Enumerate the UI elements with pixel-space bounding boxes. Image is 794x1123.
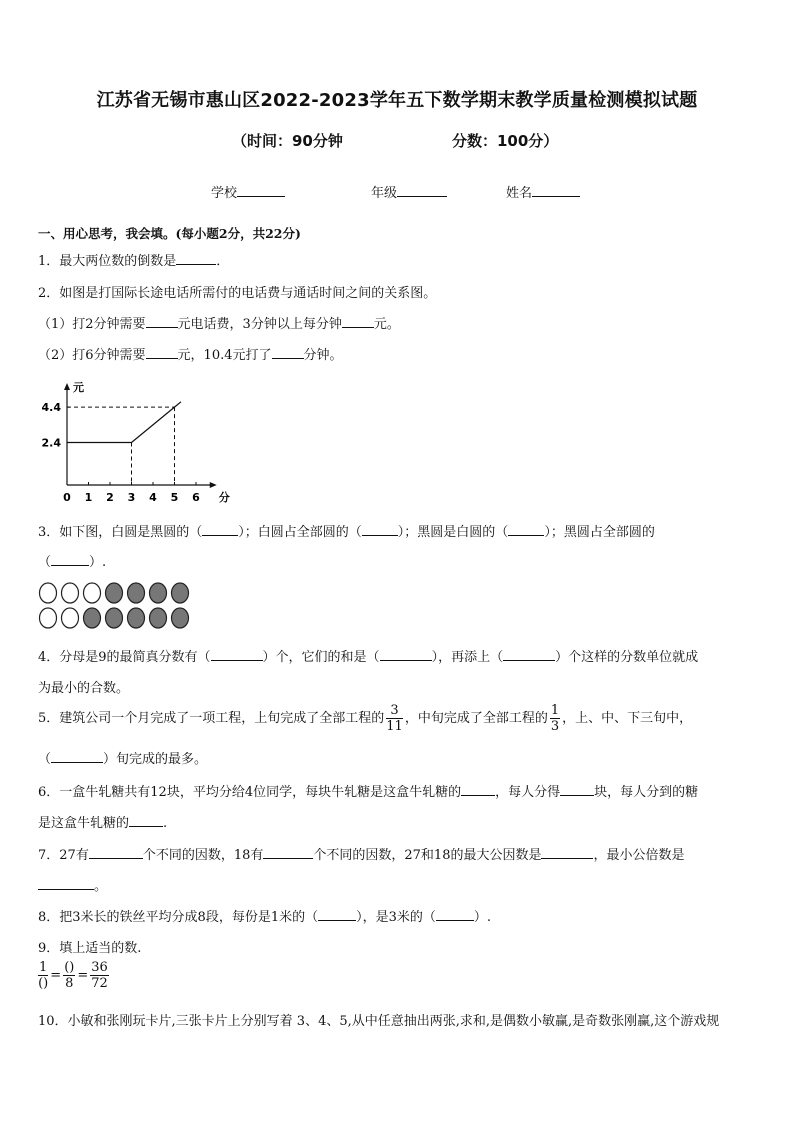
x-unit-label: 分 bbox=[218, 491, 230, 504]
page-title: 江苏省无锡市惠山区2022-2023学年五下数学期末教学质量检测模拟试题 bbox=[96, 90, 698, 111]
x-tick-label: 4 bbox=[149, 491, 157, 504]
question-10: 10．小敏和张刚玩卡片,三张卡片上分别写着 3、4、5,从中任意抽出两张,求和,是偶数小敏赢,是奇数张刚赢,这个游戏规 bbox=[38, 1014, 720, 1029]
question-4-cont: 为最小的合数。 bbox=[38, 681, 130, 696]
black-circle bbox=[150, 583, 167, 603]
x-tick-label: 6 bbox=[192, 491, 200, 504]
question-2-part-2: （2）打6分钟需要 元，10.4元打了 分钟。 bbox=[38, 348, 343, 363]
black-circle bbox=[128, 583, 145, 603]
black-circle bbox=[106, 583, 123, 603]
question-7: 7．27有 个不同的因数，18有 个不同的因数，27和18的最大公因数是 ，最小公倍数是 bbox=[38, 848, 685, 863]
x-tick-label: 5 bbox=[170, 491, 179, 504]
fraction: $\frac{1}{3}$ bbox=[550, 703, 560, 734]
question-3: 3．如下图，白圆是黑圆的（ ）；白圆占全部圆的（ ）；黑圆是白圆的（ ）；黑圆占全部圆的 bbox=[38, 525, 655, 540]
white-circle bbox=[62, 608, 79, 628]
white-circle bbox=[40, 583, 57, 603]
question-9-equation: $\frac{1}{()}$ = $\frac{()}{8}$ = $\frac{36}{72}$ bbox=[38, 960, 108, 991]
fraction: $\frac{3}{11}$ bbox=[386, 703, 403, 734]
circle-figure bbox=[38, 582, 198, 630]
question-1: 1．最大两位数的倒数是 ． bbox=[38, 254, 230, 269]
question-7-cont: 。 bbox=[38, 875, 107, 894]
black-circle bbox=[106, 608, 123, 628]
time-label: （时间：90分钟 bbox=[232, 132, 343, 150]
question-2: 2．如图是打国际长途电话所需付的电话费与通话时间之间的关系图。 bbox=[38, 286, 437, 301]
question-4: 4．分母是9的最简真分数有（ ）个，它们的和是（ ），再添上（ ）个这样的分数单位就成 bbox=[38, 650, 699, 665]
question-6: 6．一盒牛轧糖共有12块，平均分给4位同学，每块牛轧糖是这盒牛轧糖的 ，每人分得 块，每人分到的糖 bbox=[38, 785, 699, 800]
x-tick-label: 1 bbox=[84, 491, 93, 504]
section-heading: 一、用心思考，我会填。(每小题2分，共22分) bbox=[38, 226, 301, 241]
grade-field: 年级 bbox=[371, 182, 447, 201]
score-label: 分数：100分） bbox=[452, 132, 559, 150]
white-circle bbox=[84, 583, 101, 603]
y-tick-label: 4.4 bbox=[41, 401, 61, 415]
x-tick-label: 2 bbox=[106, 491, 114, 504]
question-9: 9．填上适当的数. bbox=[38, 941, 142, 956]
question-5-cont: （ ）旬完成的最多。 bbox=[38, 752, 208, 767]
y-axis-arrow bbox=[64, 383, 70, 390]
x-tick-label: 0 bbox=[63, 491, 71, 504]
x-axis-arrow bbox=[210, 482, 217, 488]
question-5: 5．建筑公司一个月完成了一项工程，上旬完成了全部工程的 $\frac{3}{11}$ ，中旬完成了全部工程的 $\frac{1}{3}$ ，上、中、下三旬中， bbox=[38, 703, 693, 734]
white-circle bbox=[62, 583, 79, 603]
black-circle bbox=[150, 608, 167, 628]
black-circle bbox=[84, 608, 101, 628]
question-8: 8．把3米长的铁丝平均分成8段，每份是1米的（ ），是3米的（ ）. bbox=[38, 910, 492, 925]
school-field: 学校 bbox=[211, 182, 285, 201]
black-circle bbox=[128, 608, 145, 628]
x-tick-label: 3 bbox=[127, 491, 136, 504]
question-6-cont: 是这盒牛轧糖的 . bbox=[38, 816, 168, 831]
y-tick-label: 2.4 bbox=[41, 436, 61, 450]
series-line bbox=[67, 402, 181, 443]
white-circle bbox=[40, 608, 57, 628]
phone-fee-chart bbox=[36, 372, 236, 512]
question-3-cont: （ ）. bbox=[38, 555, 107, 570]
black-circle bbox=[172, 608, 189, 628]
name-field: 姓名 bbox=[506, 182, 580, 201]
black-circle bbox=[172, 583, 189, 603]
question-2-part-1: （1）打2分钟需要 元电话费，3分钟以上每分钟 元。 bbox=[38, 317, 400, 332]
y-unit-label: 元 bbox=[73, 380, 84, 394]
